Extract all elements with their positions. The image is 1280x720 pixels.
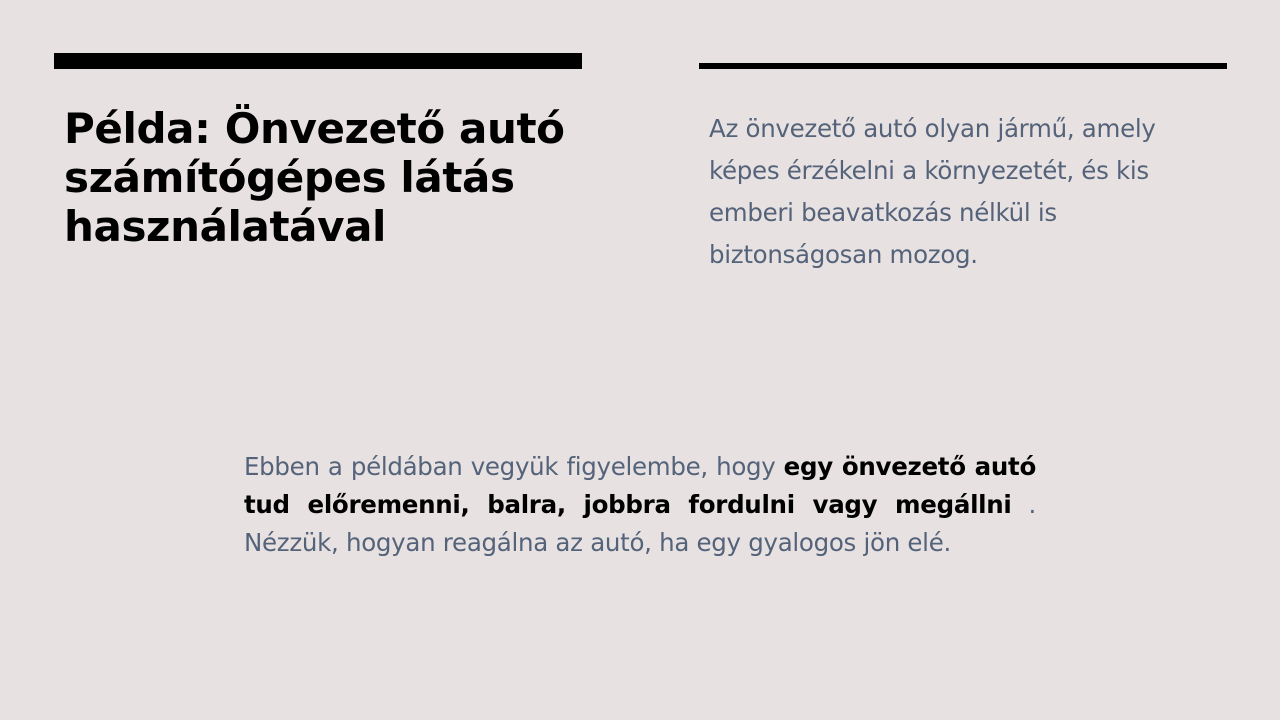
intro-paragraph: Az önvezető autó olyan jármű, amely képes érzékelni a környezetét, és kis emberi beavatkozás nélkül is biztonságosan mozog. bbox=[709, 114, 1156, 269]
example-paragraph bbox=[244, 448, 1036, 562]
example-text-before: Ebben a példában vegyük figyelembe, hogy bbox=[244, 452, 784, 481]
slide-title: Példa: Önvezető autó számítógépes látás használatával bbox=[64, 104, 565, 251]
intro-accent-bar bbox=[699, 63, 1227, 69]
example-text-after: . Nézzük, hogyan reagálna az autó, ha egy gyalogos jön elé. bbox=[244, 490, 1036, 557]
title-accent-bar bbox=[54, 53, 582, 69]
example-emphasis: egy önvezető autó tud előremenni, balra, jobbra fordulni vagy megállni bbox=[244, 452, 1036, 519]
